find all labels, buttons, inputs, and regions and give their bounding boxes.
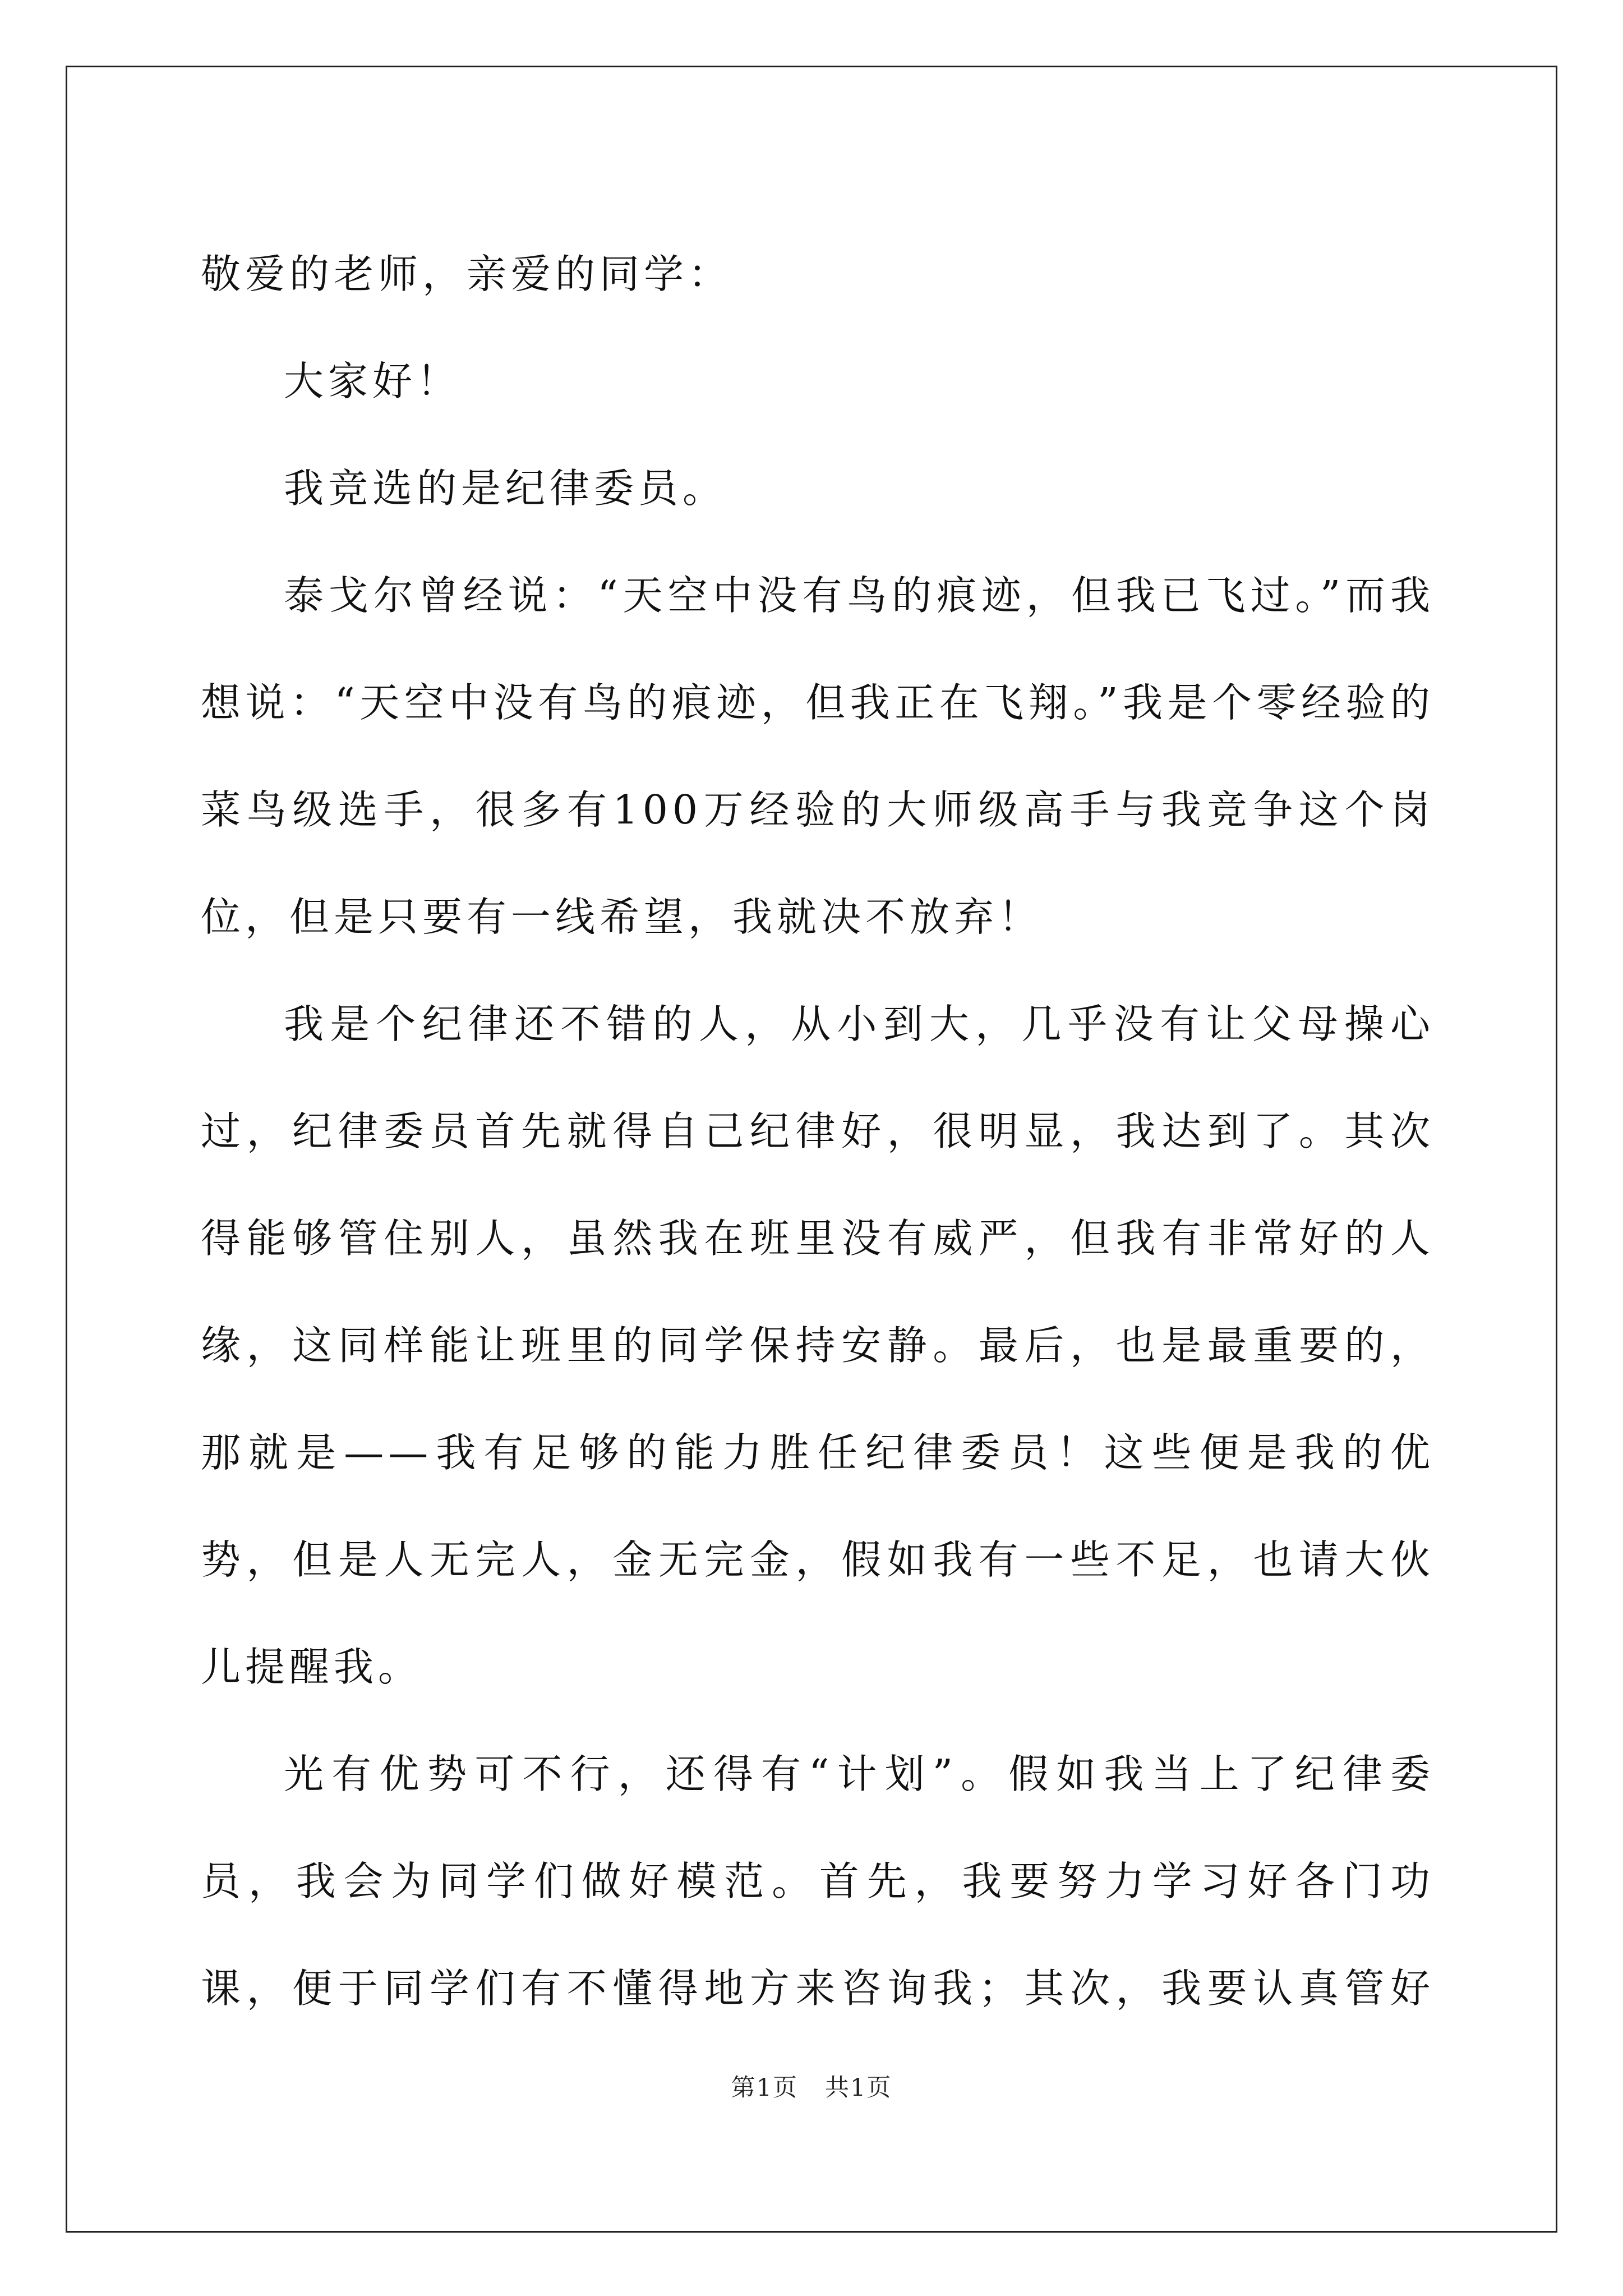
page-number-current: 第1页 [731,2074,798,2102]
document-body [201,220,1435,2044]
salutation: 敬爱的老师，亲爱的同学： [201,251,733,297]
plan-paragraph: 光有优势可不行，还得有“计划”。假如我当上了纪律委员，我会为同学们做好模范。首先，我要努力学习好各门功课，便于同学们有不懂得地方来咨询我；其次，我要认真管好 [201,1751,1435,2012]
candidacy-paragraph: 我竞选的是纪律委员。 [284,465,727,512]
strengths-paragraph: 我是个纪律还不错的人，从小到大，几乎没有让父母操心过，纪律委员首先就得自己纪律好，很明显，我达到了。其次得能够管住别人，虽然我在班里没有威严，但我有非常好的人缘，这同样能让班里的同学保持安静。最后，也是最重要的，那就是——我有足够的能力胜任纪律委员！这些便是我的优势，但是人无完人，金无完金，假如我有一些不足，也请大伙儿提醒我。 [201,1001,1435,1690]
page-footer [0,2069,1623,2103]
page-number-total: 共1页 [825,2074,892,2102]
greeting-paragraph: 大家好！ [284,358,462,404]
tagore-quote-paragraph: 泰戈尔曾经说：“天空中没有鸟的痕迹，但我已飞过。”而我想说：“天空中没有鸟的痕迹，但我正在飞翔。”我是个零经验的菜鸟级选手，很多有100万经验的大师级高手与我竞争这个岗位，但是只要有一线希望，我就决不放弃！ [201,572,1435,940]
